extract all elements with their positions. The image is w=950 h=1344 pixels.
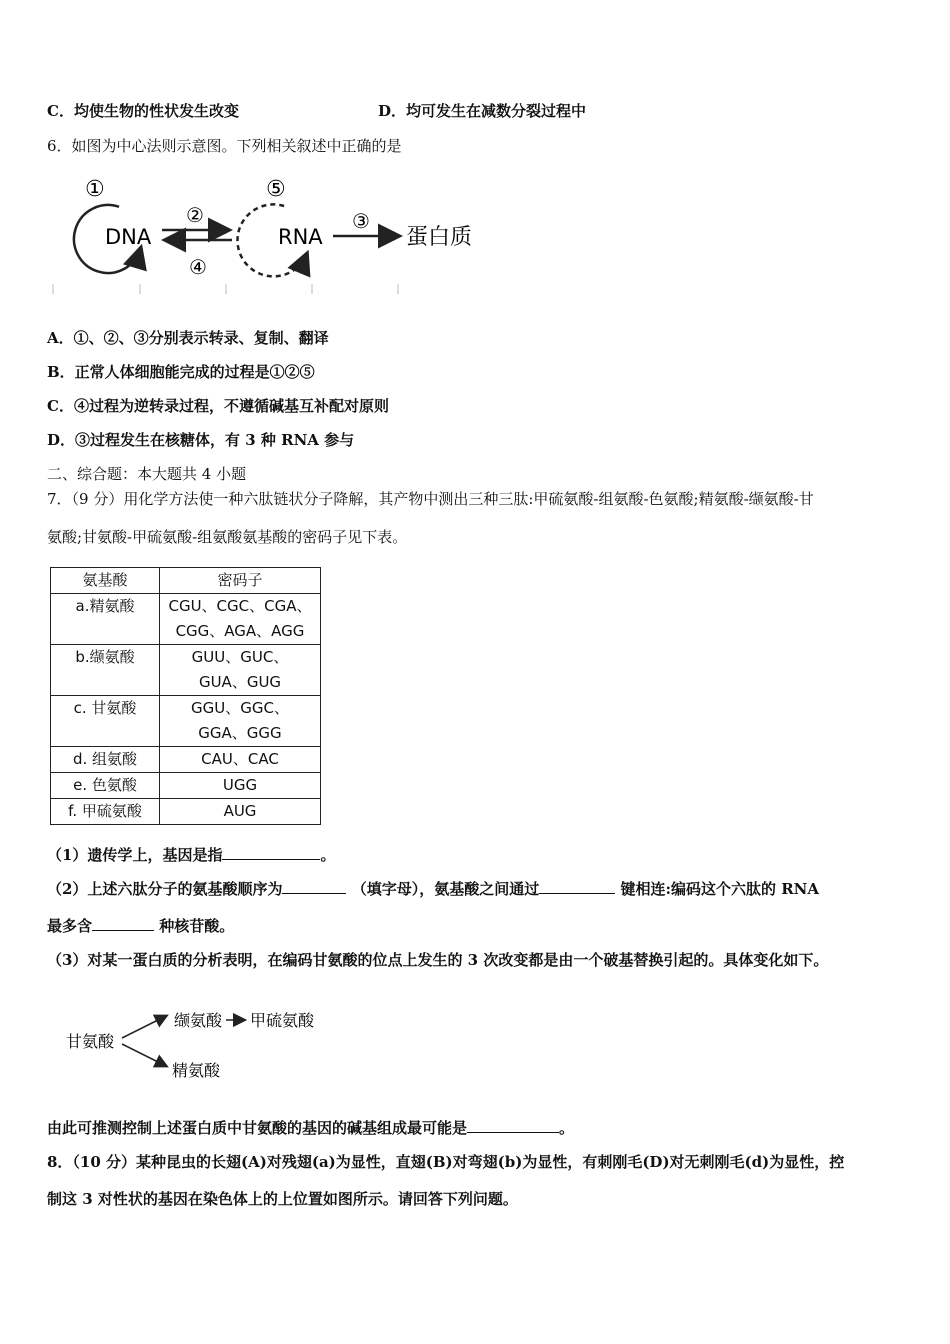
codon-cell	[160, 594, 321, 645]
header-codon: 密码子	[160, 568, 321, 594]
q7-part1-end: 。	[320, 846, 336, 864]
dna-label: DNA	[105, 225, 152, 249]
table-row	[51, 594, 321, 645]
glycine-label: 甘氨酸	[66, 1032, 115, 1051]
q5-option-c: C．均使生物的性状发生改变	[47, 102, 239, 120]
answer-blank[interactable]	[92, 914, 154, 931]
q6-stem: 6．如图为中心法则示意图。下列相关叙述中正确的是	[47, 137, 402, 155]
q7-part4-text: 由此可推测控制上述蛋白质中甘氨酸的基因的碱基组成最可能是	[47, 1119, 468, 1137]
amino-acid-cell: a.精氨酸	[51, 594, 160, 645]
q7-part1-text: （1）遗传学上，基因是指	[47, 846, 223, 864]
table-row	[51, 645, 321, 696]
codon-line: CGG、AGA、AGG	[175, 622, 305, 640]
rna-label: RNA	[278, 225, 323, 249]
codon-line: GGA、GGG	[198, 724, 282, 742]
answer-blank[interactable]	[467, 1116, 559, 1133]
table-row	[51, 747, 321, 773]
q5-option-d: D．均可发生在减数分裂过程中	[378, 102, 587, 120]
protein-label: 蛋白质	[406, 225, 473, 250]
q7-part2-cont	[47, 914, 234, 937]
arrow-to-arginine	[122, 1044, 166, 1066]
circled-4: ④	[189, 255, 207, 279]
q7-part2-text-c: 键相连:编码这个六肽的 RNA	[620, 880, 820, 898]
methionine-label: 甲硫氨酸	[250, 1011, 315, 1030]
table-row	[51, 773, 321, 799]
q8-stem-line1: 8．（10 分）某种昆虫的长翅(A)对残翅(a)为显性，直翅(B)对弯翅(b)为显性，有刺刚毛(D)对无刺刚毛(d)为显性，控	[47, 1153, 845, 1171]
codon-line: GUU、GUC、	[191, 648, 289, 666]
q7-stem-line1: 7．（9 分）用化学方法使一种六肽链状分子降解，其产物中测出三种三肽:甲硫氨酸-组氨酸-色氨酸;精氨酸-缬氨酸-甘	[47, 490, 814, 508]
q7-part1	[47, 843, 335, 866]
codon-line: GGU、GGC、	[191, 699, 289, 717]
codon-cell: UGG	[160, 773, 321, 799]
valine-label: 缬氨酸	[174, 1011, 223, 1030]
q8-stem-line2: 制这 3 对性状的基因在染色体上的上位置如图所示。请回答下列问题。	[47, 1190, 518, 1208]
q7-part2-text-b: （填字母），氨基酸之间通过	[351, 880, 540, 898]
codon-cell: AUG	[160, 799, 321, 825]
amino-acid-cell: c. 甘氨酸	[51, 696, 160, 747]
arrow-to-valine	[122, 1016, 166, 1038]
q6-option-c: C．④过程为逆转录过程，不遵循碱基互补配对原则	[47, 397, 389, 415]
q7-stem-line2: 氨酸;甘氨酸-甲硫氨酸-组氨酸氨基酸的密码子见下表。	[47, 528, 408, 546]
arginine-label: 精氨酸	[172, 1061, 221, 1080]
amino-acid-cell: b.缬氨酸	[51, 645, 160, 696]
q6-option-d: D．③过程发生在核糖体，有 3 种 RNA 参与	[47, 431, 355, 449]
amino-acid-cell: f. 甲硫氨酸	[51, 799, 160, 825]
table-row	[51, 696, 321, 747]
circled-2: ②	[186, 203, 204, 227]
header-amino-acid: 氨基酸	[51, 568, 160, 594]
codon-cell	[160, 645, 321, 696]
answer-blank[interactable]	[539, 877, 615, 894]
table-header-row	[51, 568, 321, 594]
q7-part3: （3）对某一蛋白质的分析表明，在编码甘氨酸的位点上发生的 3 次改变都是由一个破基替换引起的。具体变化如下。	[47, 951, 829, 969]
section-heading: 二、综合题：本大题共 4 小题	[47, 465, 247, 483]
q7-part2-text-d: 最多含	[47, 917, 93, 935]
central-dogma-diagram	[40, 170, 540, 300]
codon-line: GUA、GUG	[198, 673, 282, 691]
q7-part2-text-e: 种核苷酸。	[159, 917, 235, 935]
q7-part2-text-a: （2）上述六肽分子的氨基酸顺序为	[47, 880, 283, 898]
codon-table	[50, 567, 321, 825]
q7-part4	[47, 1116, 574, 1139]
amino-acid-cell: d. 组氨酸	[51, 747, 160, 773]
mutation-flow-diagram	[60, 1000, 360, 1090]
q7-part2	[47, 877, 819, 900]
codon-line: CGU、CGC、CGA、	[168, 597, 312, 615]
circled-1: ①	[85, 177, 105, 202]
q7-part4-end: 。	[559, 1119, 575, 1137]
amino-acid-cell: e. 色氨酸	[51, 773, 160, 799]
circled-3: ③	[352, 209, 370, 233]
q6-option-b: B．正常人体细胞能完成的过程是①②⑤	[47, 363, 315, 381]
answer-blank[interactable]	[222, 843, 320, 860]
codon-cell: CAU、CAC	[160, 747, 321, 773]
table-row	[51, 799, 321, 825]
codon-cell	[160, 696, 321, 747]
answer-blank[interactable]	[282, 877, 346, 894]
circled-5: ⑤	[266, 177, 286, 202]
q6-option-a: A．①、②、③分别表示转录、复制、翻译	[47, 329, 329, 347]
